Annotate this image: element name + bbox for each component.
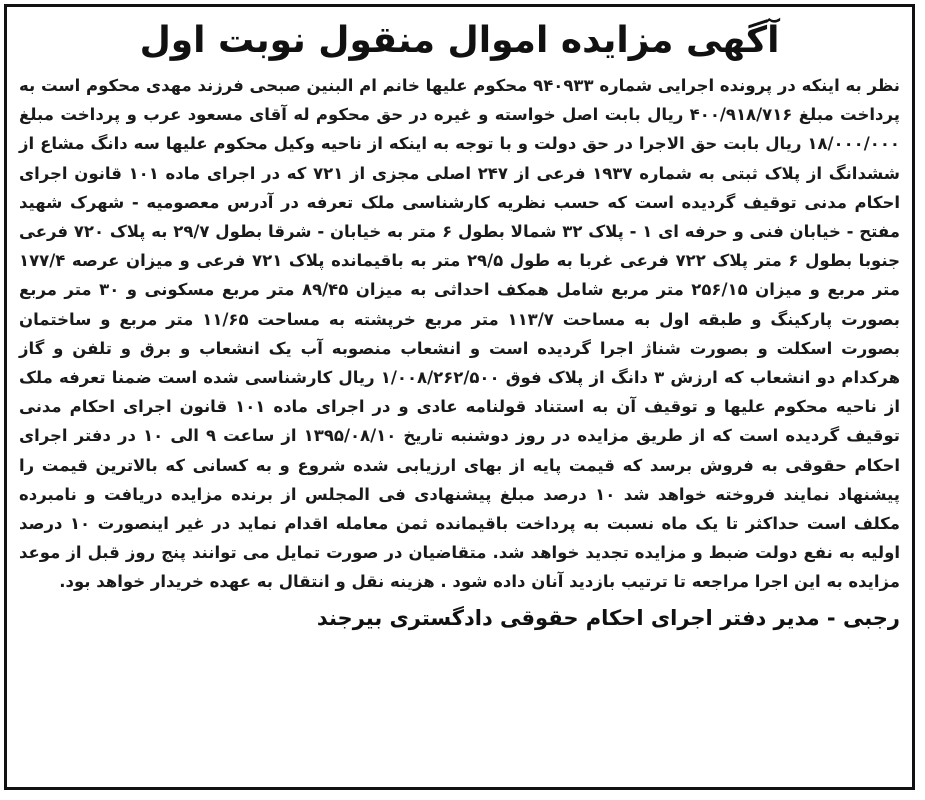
notice-signature: رجبی - مدیر دفتر اجرای احکام حقوقی دادگستری بیرجند [316,605,900,630]
notice-title: آگهی مزایده اموال منقول نوبت اول [139,20,780,61]
notice-body: نظر به اینکه در پرونده اجرایی شماره ۹۴۰۹۳۳ محکوم علیها خانم ام البنین صبحی فرزند مهدی محکوم است به پرداخت مبلغ ۴۰۰/۹۱۸/۷۱۶ ریال بابت اصل خواسته و غیره در حق محکوم له آقای مسعود عرب و پرداخت مبلغ ۱۸/۰۰۰/۰۰۰ ریال بابت حق الاجرا در حق دولت و با توجه به اینکه از ناحیه وکیل محکوم علیها سه دانگ مشاع از ششدانگ از پلاک ثبتی به شماره ۱۹۳۷ فرعی از ۲۴۷ اصلی مجزی از ۷۲۱ که در اجرای ماده ۱۰۱ قانون اجرای احکام مدنی توقیف گردیده است که حسب نظریه کارشناسی ملک تعرفه در آدرس معصومیه - شهرک شهید مفتح - خیابان فنی و حرفه ای ۱ - پلاک ۳۲ شمالا بطول ۶ متر به خیابان - شرقا بطول ۲۹/۷ به پلاک ۷۲۰ فرعی جنوبا بطول ۶ متر پلاک ۷۲۲ فرعی غربا به طول ۲۹/۵ متر به باقیمانده پلاک ۷۲۱ فرعی و میزان عرصه ۱۷۷/۴ متر مربع و میزان ۲۵۶/۱۵ متر مربع شامل همکف احداثی به میزان ۸۹/۴۵ متر مربع مسکونی و ۳۰ متر مربع بصورت پارکینگ و طبقه اول به مساحت ۱۱۳/۷ متر مربع خرپشته به مساحت ۱۱/۶۵ متر مربع و ساختمان بصورت اسکلت و بصورت شناژ اجرا گردیده است و انشعاب منصوبه آب یک انشعاب و برق و تلفن و گاز هرکدام دو انشعاب که ارزش ۳ دانگ از پلاک فوق ۱/۰۰۸/۲۶۲/۵۰۰ ریال کارشناسی شده است ضمنا تعرفه ملک از ناحیه محکوم علیها و توقیف آن به استناد قولنامه عادی و در اجرای ماده ۱۰۱ قانون اجرای احکام مدنی توقیف گردیده است که از طریق مزایده در روز دوشنبه تاریخ ۱۳۹۵/۰۸/۱۰ از ساعت ۹ الی ۱۰ در دفتر اجرای احکام حقوقی به فروش برسد که قیمت پایه از بهای ارزیابی شده شروع و به کسانی که بالاترین قیمت را پیشنهاد نمایند فروخته خواهد شد ۱۰ درصد مبلغ پیشنهادی فی المجلس از برنده مزایده دریافت و نامبرده مکلف است حداکثر تا یک ماه نسبت به پرداخت باقیمانده ثمن معامله اقدام نماید در غیر اینصورت ۱۰ درصد اولیه به نفع دولت ضبط و مزایده تجدید خواهد شد. متقاضیان در صورت تمایل می توانند پنج روز قبل از موعد مزایده به این اجرا مراجعه تا ترتیب بازدید آنان داده شود . هزینه نقل و انتقال به عهده خریدار خواهد بود. [19,76,901,592]
auction-notice [4,4,915,790]
